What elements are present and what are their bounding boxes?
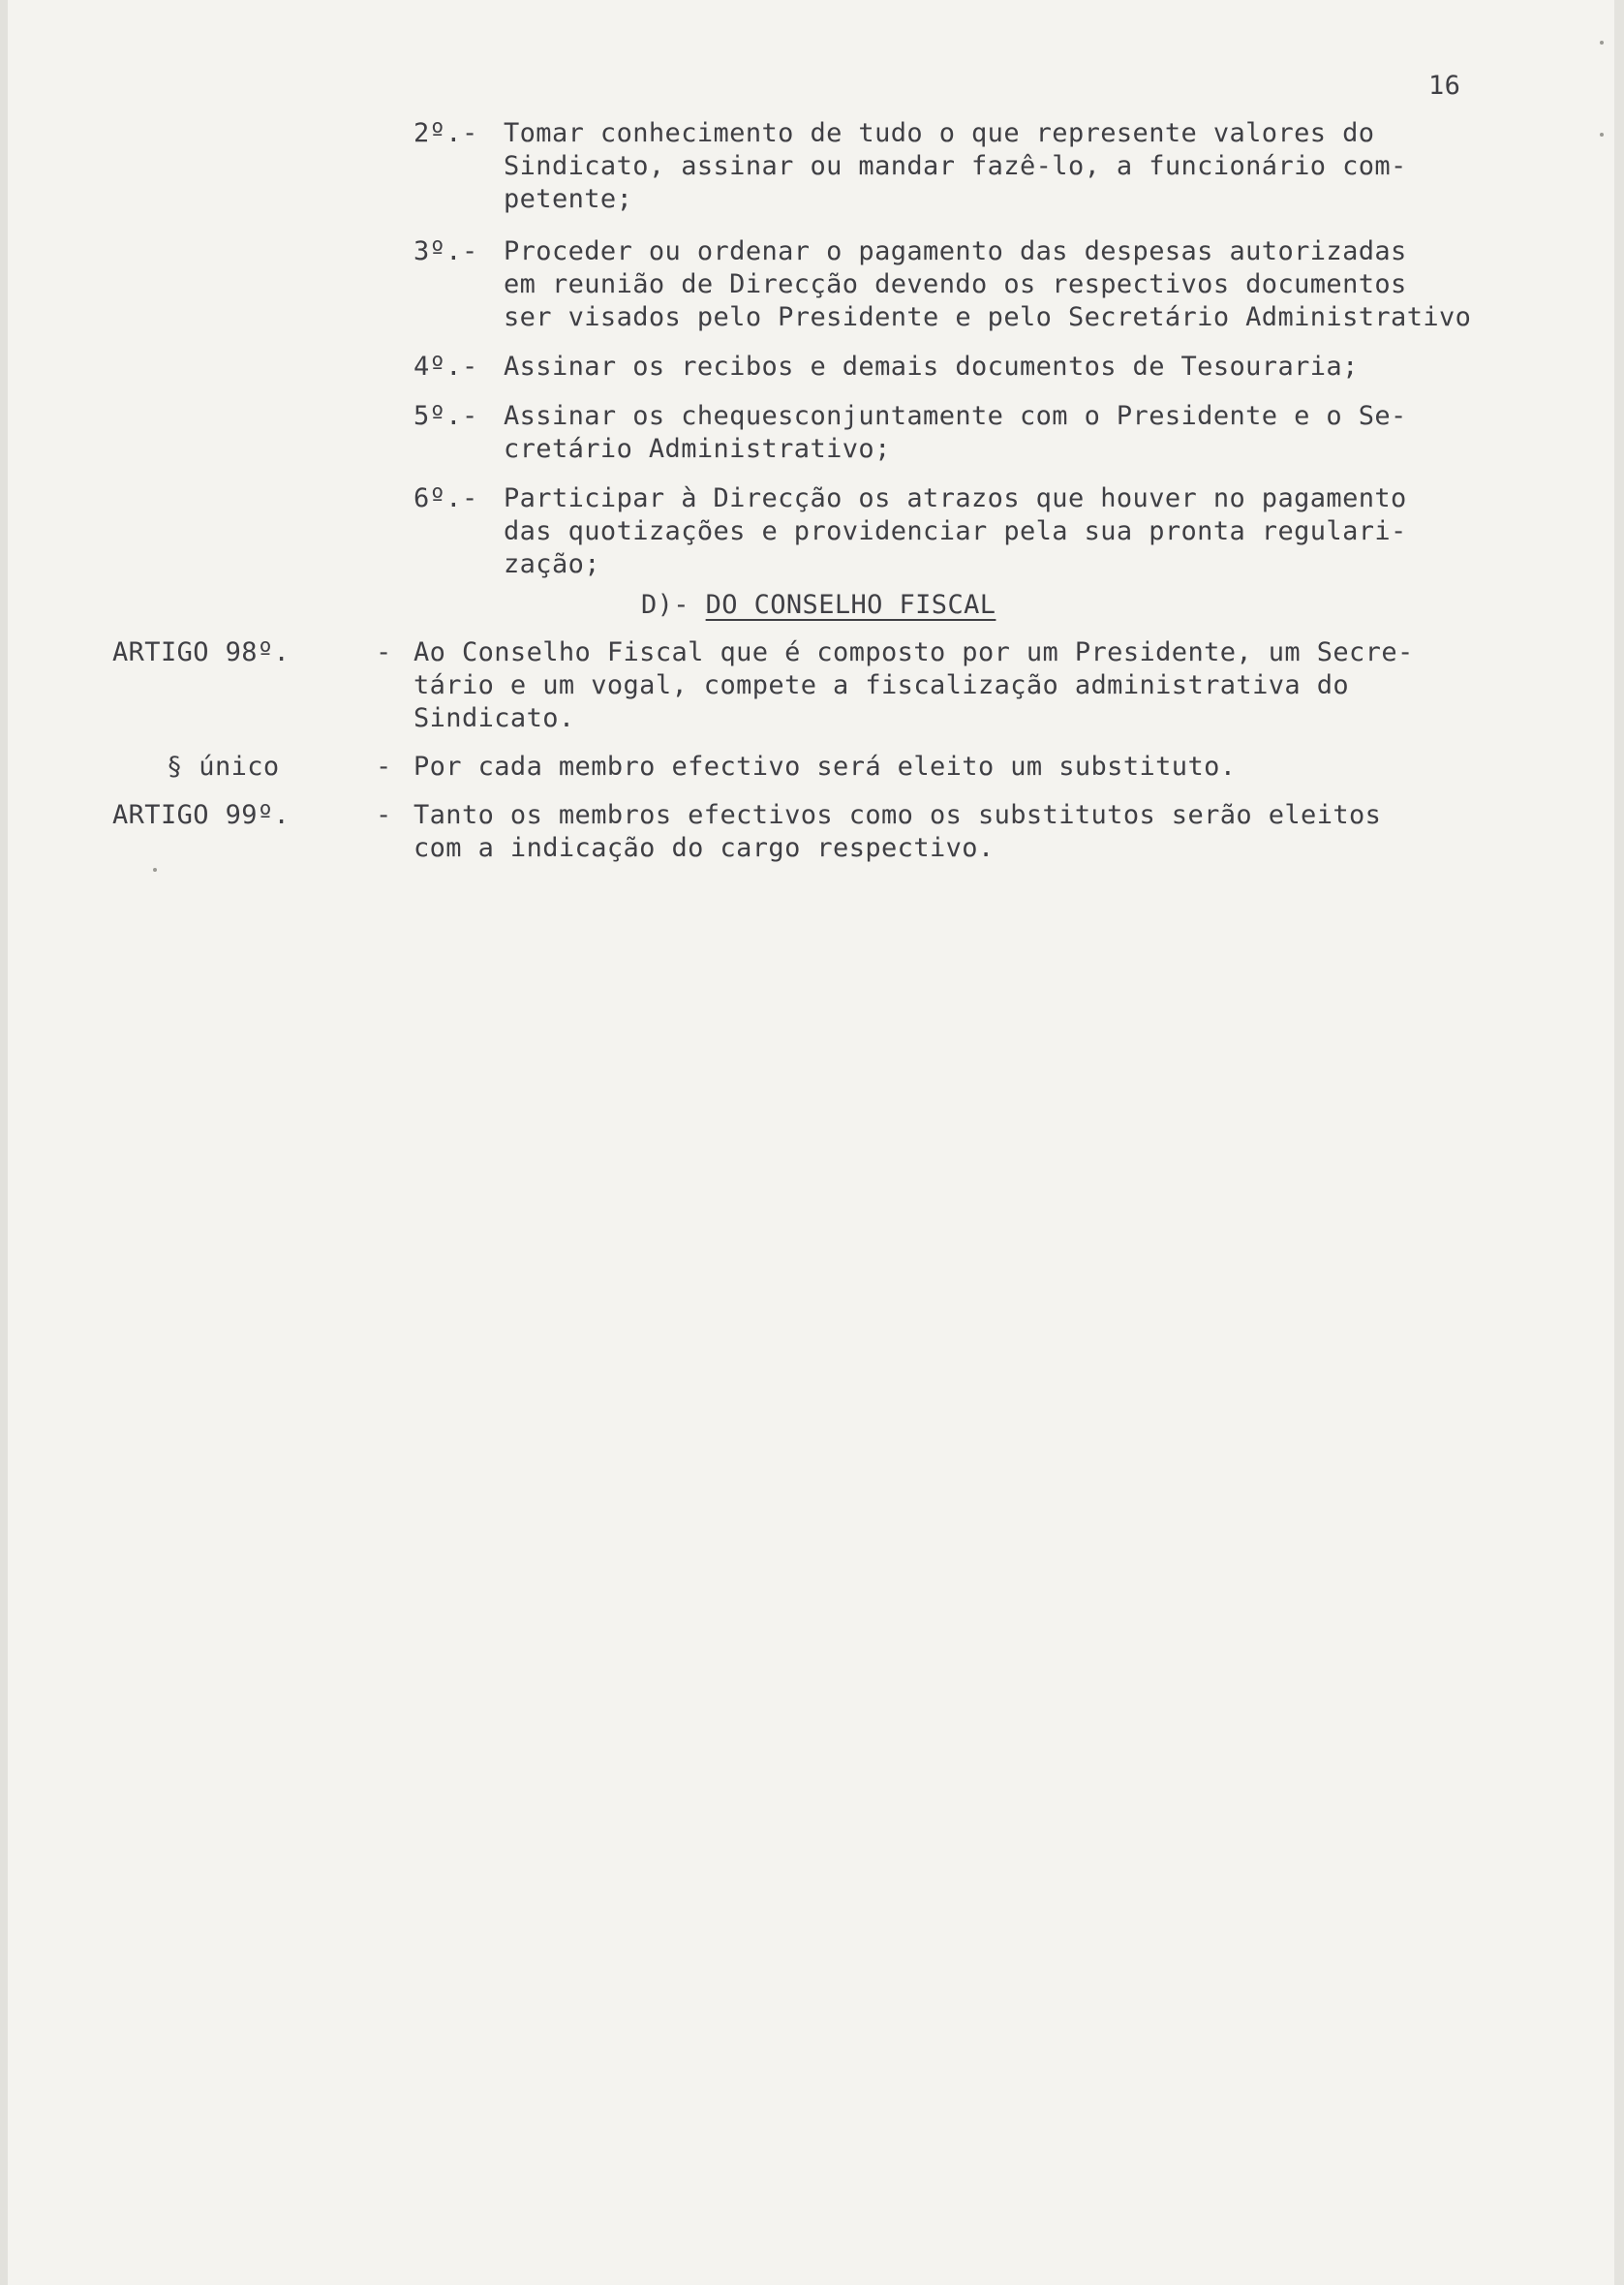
page-edge-left xyxy=(0,0,8,2285)
section-heading-prefix: D)- xyxy=(641,590,689,620)
article-text-line: Por cada membro efectivo será eleito um substituto. xyxy=(414,752,1237,782)
paper-speck xyxy=(153,868,157,872)
item-text-line: zação; xyxy=(504,549,600,579)
article-dash: - xyxy=(376,752,392,782)
article-text-line: Sindicato. xyxy=(414,703,575,733)
item-text-line: das quotizações e providenciar pela sua pronta regulari- xyxy=(504,516,1407,546)
item-number: 6º.- xyxy=(414,483,478,513)
article-label: ARTIGO 99º. xyxy=(112,800,291,830)
page-edge-right xyxy=(1614,0,1624,2285)
article-text-line: com a indicação do cargo respectivo. xyxy=(414,833,995,863)
item-number: 3º.- xyxy=(414,236,478,266)
article-label: ARTIGO 98º. xyxy=(112,637,291,667)
item-text-line: Proceder ou ordenar o pagamento das despesas autorizadas xyxy=(504,236,1407,266)
article-text-line: Ao Conselho Fiscal que é composto por um Presidente, um Secre- xyxy=(414,637,1414,667)
paragraph-label: § único xyxy=(167,752,280,782)
item-text-line: petente; xyxy=(504,184,633,214)
item-text-line: Participar à Direcção os atrazos que houver no pagamento xyxy=(504,483,1407,513)
section-heading xyxy=(641,589,996,622)
item-text-line: Assinar os recibos e demais documentos de Tesouraria; xyxy=(504,352,1359,382)
paper-speck xyxy=(1600,41,1604,45)
item-text-line: Sindicato, assinar ou mandar fazê-lo, a funcionário com- xyxy=(504,151,1407,181)
item-number: 5º.- xyxy=(414,401,478,431)
item-text-line: Tomar conhecimento de tudo o que represente valores do xyxy=(504,118,1375,148)
item-number: 2º.- xyxy=(414,118,478,148)
article-text-line: tário e um vogal, compete a fiscalização administrativa do xyxy=(414,670,1350,700)
article-text-line: Tanto os membros efectivos como os substitutos serão eleitos xyxy=(414,800,1382,830)
paper-speck xyxy=(1600,133,1604,137)
item-text-line: em reunião de Direcção devendo os respectivos documentos xyxy=(504,269,1407,299)
item-number: 4º.- xyxy=(414,352,478,382)
page-number: 16 xyxy=(1428,71,1461,101)
section-heading-title: DO CONSELHO FISCAL xyxy=(705,590,996,620)
item-text-line: ser visados pelo Presidente e pelo Secretário Administrativo xyxy=(504,302,1472,332)
item-text-line: cretário Administrativo; xyxy=(504,434,891,464)
item-text-line: Assinar os chequesconjuntamente com o Presidente e o Se- xyxy=(504,401,1407,431)
article-dash: - xyxy=(376,637,392,667)
article-dash: - xyxy=(376,800,392,830)
